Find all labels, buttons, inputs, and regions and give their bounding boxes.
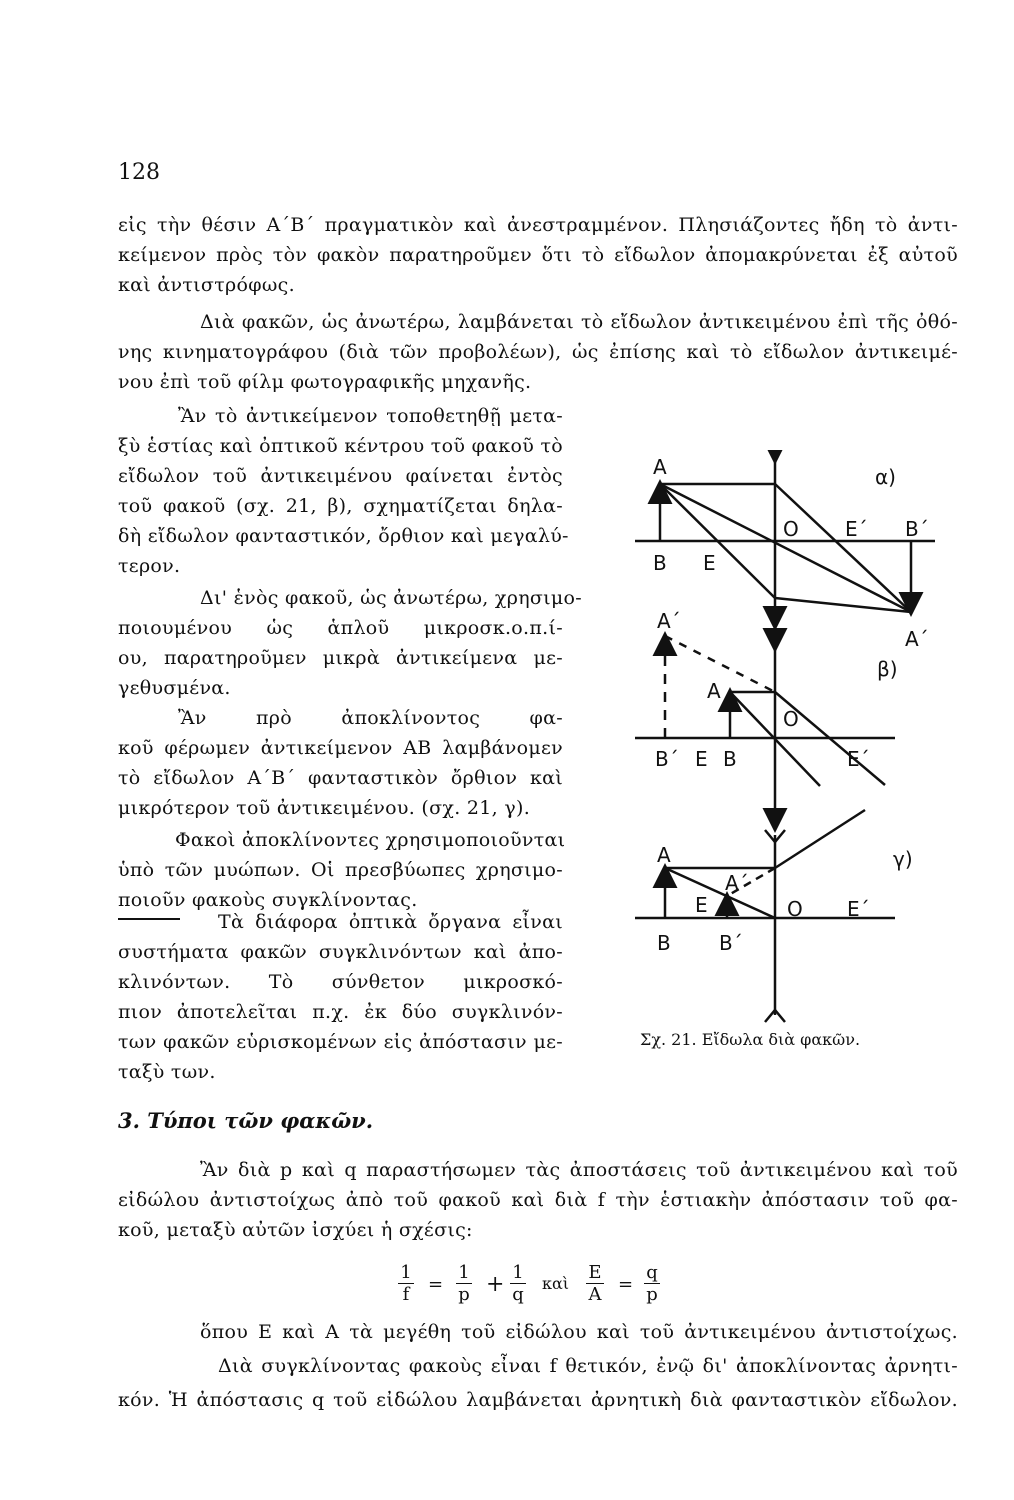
text-line: εἰς τὴν θέσιν Α΄Β΄ πραγματικὸν καὶ ἀνεστραμμένον. Πλησιάζοντες ἤδη τὸ ἀντι- — [118, 214, 958, 236]
label-B: B — [723, 747, 737, 771]
frac-1-p: 1 p — [456, 1262, 472, 1305]
text-line: κοῦ, μεταξὺ αὐτῶν ἰσχύει ἡ σχέσις: — [118, 1219, 473, 1241]
label-O: O — [783, 707, 799, 731]
dash-rule — [118, 918, 180, 920]
text-line: Φακοὶ ἀποκλίνοντες χρησιμοποιοῦνται — [175, 829, 566, 851]
label-A: A — [657, 843, 671, 867]
text-line: Ἂν διὰ p καὶ q παραστήσωμεν τὰς ἀποστάσεις τοῦ ἀντικειμένου καὶ τοῦ — [200, 1159, 958, 1181]
figure-tag-c: γ) — [893, 847, 913, 871]
label-B: B — [653, 551, 667, 575]
text-line: εἴδωλον τοῦ ἀντικειμένου φαίνεται ἐντὸς — [118, 465, 563, 487]
text-line: Ἂν τὸ ἀντικείμενον τοποθετηθῇ μετα- — [178, 405, 563, 427]
text-line: νης κινηματογράφου (διὰ τῶν προβολέων), ὡς ἐπίσης καὶ τὸ εἴδωλον ἀντικειμέ- — [118, 341, 958, 363]
text-line: των φακῶν εὑρισκομένων εἰς ἀπόστασιν με- — [118, 1031, 563, 1053]
section-heading: 3. Τύποι τῶν φακῶν. — [118, 1108, 374, 1133]
text-line: νου ἐπὶ τοῦ φίλμ φωτογραφικῆς μηχανῆς. — [118, 371, 532, 393]
label-B-prime: B΄ — [655, 747, 679, 771]
label-E: E — [695, 893, 708, 917]
text-line: κόν. Ἡ ἀπόστασις q τοῦ εἰδώλου λαμβάνεται ἀρνητικὴ διὰ φανταστικὸν εἴδωλον. — [118, 1389, 958, 1411]
text-line: ποιοῦν φακοὺς συγκλίνοντας. — [118, 889, 418, 911]
text-line: καὶ ἀντιστρόφως. — [118, 274, 295, 296]
frac-1-f: 1 f — [398, 1262, 414, 1305]
text-line: γεθυσμένα. — [118, 677, 231, 699]
lens-diagram — [615, 450, 945, 1030]
label-E: E — [703, 551, 716, 575]
frac-1-q: 1 q — [510, 1262, 526, 1305]
equals-sign: = — [618, 1274, 634, 1295]
label-A: A — [653, 455, 667, 479]
label-A-prime: A΄ — [905, 627, 929, 651]
text-line: κλινόντων. Τὸ σύνθετον μικροσκό- — [118, 971, 563, 993]
text-line: κείμενον πρὸς τὸν φακὸν παρατηροῦμεν ὅτι τὸ εἴδωλον ἀπομακρύνεται ἐξ αὐτοῦ — [118, 244, 958, 266]
text-line: ὅπου Ε καὶ Α τὰ μεγέθη τοῦ εἰδώλου καὶ τοῦ ἀντικειμένου ἀντιστοίχως. — [200, 1321, 958, 1343]
label-B-prime: B΄ — [719, 931, 743, 955]
text-line: τὸ εἴδωλον Α΄Β΄ φανταστικὸν ὄρθιον καὶ — [118, 767, 563, 789]
label-B: B — [657, 931, 671, 955]
label-O: O — [783, 517, 799, 541]
label-E: E — [695, 747, 708, 771]
kai-word: καὶ — [542, 1274, 570, 1293]
text-line: πιον ἀποτελεῖται π.χ. ἐκ δύο συγκλινόν- — [118, 1001, 563, 1023]
text-line: Τὰ διάφορα ὀπτικὰ ὄργανα εἶναι — [218, 911, 563, 933]
label-B-prime: B΄ — [905, 517, 929, 541]
label-O: O — [787, 897, 803, 921]
label-E-prime: E΄ — [847, 747, 870, 771]
diagram-b — [635, 636, 895, 828]
label-E-prime: E΄ — [847, 897, 870, 921]
text-line: δὴ εἴδωλον φανταστικόν, ὄρθιον καὶ μεγαλύ- — [118, 525, 569, 547]
text-line: εἰδώλου ἀντιστοίχως ἀπὸ τοῦ φακοῦ καὶ διὰ f τὴν ἑστιακὴν ἀπόστασιν τοῦ φα- — [118, 1189, 958, 1211]
text-line: ποιουμένου ὡς ἁπλοῦ μικροσκ.ο.π.ί- — [118, 617, 563, 639]
label-A-prime: A΄ — [725, 871, 749, 895]
text-line: τερον. — [118, 555, 181, 577]
text-line: ταξὺ των. — [118, 1061, 216, 1083]
figure-tag-a: α) — [875, 465, 896, 489]
text-line: Δι' ἑνὸς φακοῦ, ὡς ἀνωτέρω, χρησιμο- — [200, 587, 583, 609]
text-line: ου, παρατηροῦμεν μικρὰ ἀντικείμενα με- — [118, 647, 563, 669]
text-line: Διὰ συγκλίνοντας φακοὺς εἶναι f θετικόν, ἐνῷ δι' ἀποκλίνοντας ἀρνητι- — [218, 1355, 958, 1377]
page-number: 128 — [118, 160, 160, 185]
text-line: Ἂν πρὸ ἀποκλίνοντος φα- — [178, 707, 563, 729]
text-line: κοῦ φέρωμεν ἀντικείμενον ΑΒ λαμβάνομεν — [118, 737, 563, 759]
text-line: ὑπὸ τῶν μυώπων. Οἱ πρεσβύωπες χρησιμο- — [118, 859, 563, 881]
frac-q-p: q p — [644, 1262, 660, 1305]
label-E-prime: E΄ — [845, 517, 868, 541]
equals-sign: = — [428, 1274, 444, 1295]
text-line: ξὺ ἑστίας καὶ ὀπτικοῦ κέντρου τοῦ φακοῦ τὸ — [118, 435, 563, 457]
text-line: συστήματα φακῶν συγκλινόντων καὶ ἀπο- — [118, 941, 563, 963]
plus-sign: + — [486, 1272, 505, 1297]
frac-E-A: E A — [586, 1262, 604, 1305]
label-A: A — [707, 679, 721, 703]
text-line: μικρότερον τοῦ ἀντικειμένου. (σχ. 21, γ). — [118, 797, 531, 819]
label-A-prime: A΄ — [657, 609, 681, 633]
text-line: Διὰ φακῶν, ὡς ἀνωτέρω, λαμβάνεται τὸ εἴδωλον ἀντικειμένου ἐπὶ τῆς ὀθό- — [200, 311, 958, 333]
figure-tag-b: β) — [877, 657, 898, 681]
text-line: τοῦ φακοῦ (σχ. 21, β), σχηματίζεται δηλα- — [118, 495, 563, 517]
figure-caption: Σχ. 21. Εἴδωλα διὰ φακῶν. — [640, 1030, 861, 1049]
